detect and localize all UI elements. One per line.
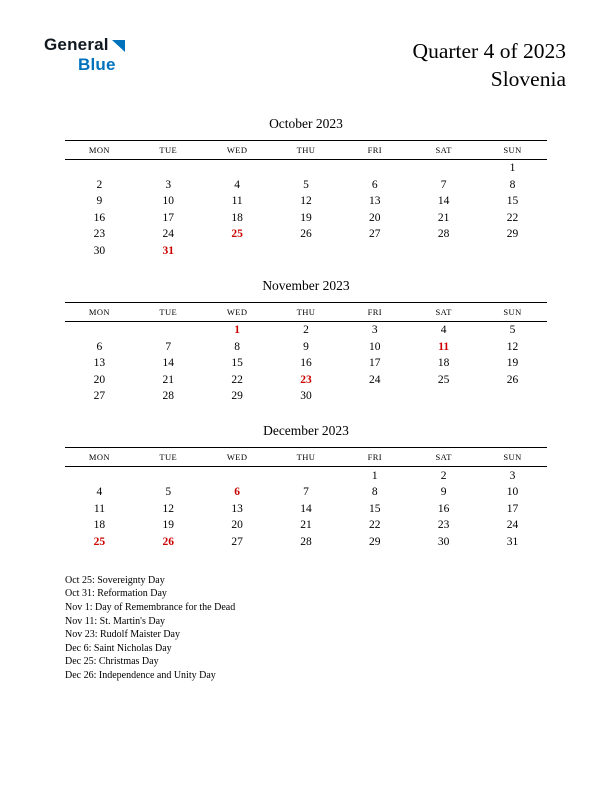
empty-day-cell (340, 159, 409, 176)
weekday-header: SUN (503, 144, 522, 155)
week-row (65, 321, 547, 338)
document-title-line2: Slovenia (490, 66, 566, 91)
day-cell: 12 (300, 195, 312, 208)
empty-day-cell (203, 467, 272, 484)
day-cell: 27 (369, 228, 381, 241)
day-cell: 4 (96, 486, 103, 499)
day-cell: 16 (93, 211, 106, 224)
brand-name-blue: Blue (78, 54, 116, 74)
day-cell: 29 (231, 390, 243, 403)
empty-day-cell (203, 242, 272, 259)
week-row (65, 467, 547, 484)
empty-day-cell (65, 321, 134, 338)
day-cell: 15 (231, 357, 243, 370)
month-title: November 2023 (262, 277, 350, 293)
day-cell: 22 (506, 211, 519, 224)
empty-day-cell (478, 388, 547, 405)
day-cell: 14 (437, 195, 450, 208)
day-cell: 9 (96, 195, 103, 208)
holiday-note: Nov 1: Day of Remembrance for the Dead (65, 602, 236, 614)
day-cell: 25 (93, 535, 106, 548)
day-cell: 11 (438, 340, 450, 353)
empty-day-cell (134, 467, 203, 484)
week-row (65, 371, 547, 388)
day-cell: 25 (437, 373, 450, 386)
holiday-note: Oct 25: Sovereignty Day (65, 574, 165, 586)
day-cell: 25 (231, 228, 243, 241)
day-cell: 19 (506, 357, 519, 370)
weekday-header: THU (296, 144, 316, 155)
day-cell: 20 (369, 211, 381, 224)
day-cell: 2 (303, 324, 309, 337)
day-cell: 16 (437, 502, 450, 515)
logo-triangle-icon (112, 38, 125, 56)
week-row (65, 500, 547, 517)
empty-day-cell (340, 242, 409, 259)
day-cell: 29 (506, 228, 519, 241)
week-row (65, 484, 547, 501)
day-cell: 22 (369, 519, 381, 532)
day-cell: 14 (162, 357, 175, 370)
day-cell: 11 (231, 195, 243, 208)
weekday-header: THU (296, 306, 316, 317)
day-cell: 13 (369, 195, 381, 208)
day-cell: 4 (234, 178, 240, 191)
day-cell: 20 (93, 373, 106, 386)
weekday-header-row (65, 140, 547, 159)
holiday-note: Dec 6: Saint Nicholas Day (65, 642, 172, 654)
day-cell: 24 (162, 228, 175, 241)
day-cell: 30 (437, 535, 450, 548)
month-calendar (65, 423, 547, 550)
weekday-header: WED (226, 452, 248, 463)
brand-name-general: General (44, 35, 109, 54)
empty-day-cell (65, 159, 134, 176)
weekday-header: THU (296, 452, 316, 463)
day-cell: 28 (300, 535, 312, 548)
weekday-header: TUE (159, 452, 178, 463)
week-row (65, 193, 547, 210)
weekday-header: SUN (503, 306, 522, 317)
weekday-header: WED (226, 144, 248, 155)
day-cell: 9 (440, 486, 447, 499)
month-calendar (65, 278, 547, 405)
month-table (65, 302, 547, 405)
weekday-header: FRI (367, 306, 383, 317)
empty-day-cell (203, 159, 272, 176)
weekday-header: TUE (159, 306, 178, 317)
day-cell: 31 (162, 244, 175, 257)
weekday-header: SAT (435, 144, 452, 155)
day-cell: 21 (162, 373, 175, 386)
day-cell: 10 (369, 340, 381, 353)
week-row (65, 355, 547, 372)
brand-logo-top (44, 36, 125, 56)
day-cell: 18 (231, 211, 243, 224)
day-cell: 4 (440, 324, 447, 337)
day-cell: 8 (234, 340, 240, 353)
holiday-note: Nov 23: Rudolf Maister Day (65, 629, 180, 641)
day-cell: 12 (162, 502, 175, 515)
day-cell: 20 (231, 519, 243, 532)
day-cell: 13 (231, 502, 243, 515)
weekday-header: FRI (367, 144, 383, 155)
day-cell: 3 (165, 178, 172, 191)
day-cell: 24 (369, 373, 381, 386)
day-cell: 12 (506, 340, 519, 353)
day-cell: 7 (303, 486, 309, 499)
day-cell: 26 (162, 535, 175, 548)
day-cell: 18 (93, 519, 106, 532)
empty-day-cell (65, 467, 134, 484)
empty-day-cell (409, 242, 478, 259)
day-cell: 27 (93, 390, 106, 403)
page-header (0, 0, 612, 94)
day-cell: 1 (509, 162, 516, 175)
day-cell: 7 (165, 340, 172, 353)
holiday-note: Nov 11: St. Martin's Day (65, 615, 166, 627)
day-cell: 6 (96, 340, 103, 353)
day-cell: 30 (300, 390, 312, 403)
weekday-header: WED (226, 306, 248, 317)
day-cell: 17 (506, 502, 519, 515)
week-row (65, 517, 547, 534)
day-cell: 30 (93, 244, 106, 257)
day-cell: 24 (506, 519, 519, 532)
day-cell: 28 (162, 390, 175, 403)
weekday-header: MON (88, 144, 110, 155)
holiday-note: Dec 26: Independence and Unity Day (65, 670, 216, 682)
month-calendar (65, 116, 547, 259)
day-cell: 23 (300, 373, 312, 386)
weekday-header: SAT (435, 306, 452, 317)
day-cell: 5 (165, 486, 172, 499)
weekday-header-row (65, 302, 547, 321)
document-title-line1: Quarter 4 of 2023 (412, 39, 566, 63)
day-cell: 15 (506, 195, 519, 208)
weekday-header: FRI (367, 452, 383, 463)
week-row (65, 388, 547, 405)
month-table (65, 140, 547, 259)
day-cell: 8 (509, 178, 516, 191)
empty-day-cell (409, 388, 478, 405)
day-cell: 10 (162, 195, 175, 208)
weekday-header: MON (88, 452, 110, 463)
day-cell: 14 (300, 502, 312, 515)
holiday-notes-list (65, 574, 547, 683)
weekday-header: TUE (159, 144, 178, 155)
day-cell: 1 (234, 324, 240, 337)
day-cell: 23 (437, 519, 450, 532)
day-cell: 17 (369, 357, 381, 370)
empty-day-cell (272, 242, 341, 259)
empty-day-cell (272, 467, 341, 484)
document-title (413, 38, 566, 94)
weekday-header-row (65, 448, 547, 467)
day-cell: 17 (162, 211, 175, 224)
day-cell: 8 (371, 486, 378, 499)
day-cell: 10 (506, 486, 519, 499)
week-row (65, 176, 547, 193)
week-row (65, 159, 547, 176)
week-row (65, 226, 547, 243)
day-cell: 18 (437, 357, 450, 370)
day-cell: 27 (231, 535, 243, 548)
day-cell: 5 (509, 324, 516, 337)
day-cell: 31 (506, 535, 519, 548)
day-cell: 2 (440, 469, 447, 482)
empty-day-cell (340, 388, 409, 405)
week-row (65, 209, 547, 226)
day-cell: 16 (300, 357, 312, 370)
empty-day-cell (409, 159, 478, 176)
day-cell: 23 (93, 228, 106, 241)
day-cell: 11 (93, 502, 105, 515)
day-cell: 6 (234, 486, 240, 499)
holiday-note: Oct 31: Reformation Day (65, 588, 167, 600)
page-content (0, 116, 612, 683)
day-cell: 29 (369, 535, 381, 548)
day-cell: 26 (506, 373, 519, 386)
day-cell: 22 (231, 373, 243, 386)
day-cell: 21 (437, 211, 450, 224)
month-title: December 2023 (263, 423, 349, 439)
day-cell: 2 (96, 178, 103, 191)
week-row (65, 242, 547, 259)
weekday-header: SAT (435, 452, 452, 463)
day-cell: 19 (162, 519, 175, 532)
empty-day-cell (134, 159, 203, 176)
brand-logo (44, 36, 125, 74)
day-cell: 9 (303, 340, 309, 353)
week-row (65, 533, 547, 550)
empty-day-cell (272, 159, 341, 176)
day-cell: 6 (371, 178, 378, 191)
empty-day-cell (478, 242, 547, 259)
day-cell: 13 (93, 357, 106, 370)
calendar-grid-area (65, 116, 547, 550)
month-table (65, 447, 547, 550)
day-cell: 5 (303, 178, 309, 191)
month-title: October 2023 (269, 115, 343, 131)
day-cell: 7 (440, 178, 447, 191)
day-cell: 3 (509, 469, 516, 482)
empty-day-cell (134, 321, 203, 338)
day-cell: 15 (369, 502, 381, 515)
holiday-note: Dec 25: Christmas Day (65, 656, 159, 668)
week-row (65, 338, 547, 355)
day-cell: 1 (371, 469, 378, 482)
day-cell: 3 (371, 324, 378, 337)
day-cell: 28 (437, 228, 450, 241)
day-cell: 26 (300, 228, 312, 241)
day-cell: 21 (300, 519, 312, 532)
weekday-header: MON (88, 306, 110, 317)
weekday-header: SUN (503, 452, 522, 463)
day-cell: 19 (300, 211, 312, 224)
